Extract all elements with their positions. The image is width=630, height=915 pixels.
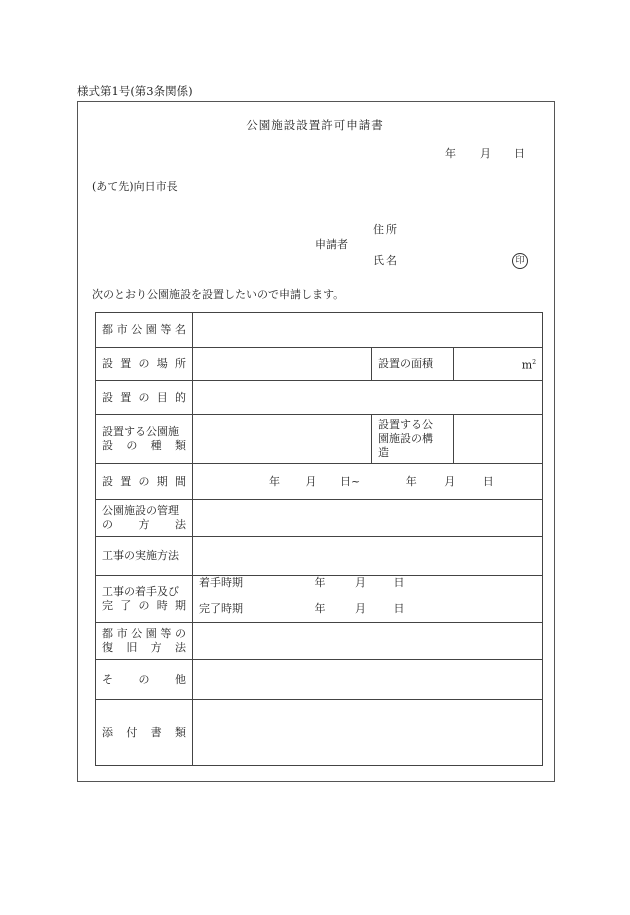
period-month-2: 月 (444, 474, 456, 488)
row-management (96, 500, 543, 537)
location-label: 設 置 の 場 所 (102, 357, 186, 370)
management-label-1: 公園施設の管理 (102, 504, 179, 517)
intro-text: 次のとおり公園施設を設置したいので申請します。 (92, 288, 345, 301)
row-purpose (96, 381, 543, 415)
area-field[interactable] (454, 348, 543, 381)
row-park-name (96, 313, 543, 348)
facility-type-field[interactable] (193, 415, 372, 464)
address-label-1: 住 (373, 223, 384, 236)
period-year-2: 年 (405, 474, 417, 488)
period-month-1: 月 (305, 474, 317, 488)
restore-label-2: 復 旧 方 法 (102, 641, 186, 654)
area-unit-sup: 2 (532, 358, 537, 366)
period-day-2: 日 (482, 474, 494, 488)
seal-mark: 印 (512, 253, 528, 269)
end-year: 年 (314, 602, 326, 615)
facility-type-label-2: 設 の 種 類 (102, 439, 186, 452)
period-label: 設 置 の 期 間 (102, 474, 186, 488)
start-line (199, 576, 536, 590)
applicant-label: 申請者 (315, 238, 348, 251)
end-day: 日 (393, 602, 405, 615)
restoration-field[interactable] (193, 623, 543, 660)
row-period (96, 464, 543, 500)
location-field[interactable] (193, 348, 372, 381)
application-table (95, 312, 543, 766)
construction-method-label: 工事の実施方法 (96, 537, 193, 576)
date-year-label: 年 (445, 147, 456, 160)
start-day: 日 (393, 576, 405, 589)
row-restoration (96, 623, 543, 660)
end-label: 完了時期 (199, 602, 243, 615)
structure-label-1: 設置する公 (378, 418, 433, 431)
restore-label-1: 都 市 公 園 等 の (102, 627, 186, 640)
schedule-label-2: 完 了 の 時 期 (102, 599, 186, 612)
other-field[interactable] (193, 660, 543, 700)
form-reference: 様式第1号(第3条関係) (77, 84, 193, 98)
park-name-label: 都 市 公 園 等 名 (102, 323, 186, 336)
schedule-field[interactable] (193, 576, 543, 623)
management-label-2: の 方 法 (102, 518, 186, 531)
end-month: 月 (355, 602, 366, 615)
period-day-1: 日~ (340, 474, 361, 488)
period-field[interactable] (193, 464, 543, 500)
row-construction-method (96, 537, 543, 576)
name-label-2: 名 (386, 254, 397, 267)
construction-method-field[interactable] (193, 537, 543, 576)
row-location (96, 348, 543, 381)
date-month-label: 月 (480, 147, 491, 160)
area-unit: m (521, 358, 533, 372)
start-label: 着手時期 (199, 576, 243, 589)
address-label-2: 所 (386, 223, 397, 236)
schedule-label-1: 工事の着手及び (102, 585, 179, 598)
purpose-label: 設 置 の 目 的 (102, 390, 186, 404)
row-attachments (96, 700, 543, 766)
park-name-field[interactable] (193, 313, 543, 348)
end-line (199, 602, 536, 616)
row-facility-type (96, 415, 543, 464)
attachments-label: 添 付 書 類 (102, 725, 186, 739)
attachments-field[interactable] (193, 700, 543, 766)
structure-label-3: 造 (378, 446, 389, 459)
structure-field[interactable] (454, 415, 543, 464)
addressee: (あて先)向日市長 (92, 180, 178, 193)
period-year-1: 年 (269, 474, 280, 488)
row-schedule (96, 576, 543, 623)
date-day-label: 日 (514, 147, 525, 160)
area-label: 設置の面積 (372, 348, 454, 381)
row-other (96, 660, 543, 700)
name-label-1: 氏 (373, 254, 384, 267)
start-month: 月 (355, 576, 366, 589)
purpose-field[interactable] (193, 381, 543, 415)
form-title: 公園施設設置許可申請書 (246, 118, 384, 132)
other-label: そ の 他 (102, 672, 186, 686)
facility-type-label-1: 設置する公園施 (102, 425, 179, 438)
management-field[interactable] (193, 500, 543, 537)
start-year: 年 (314, 576, 326, 589)
structure-label-2: 園施設の構 (378, 432, 433, 445)
